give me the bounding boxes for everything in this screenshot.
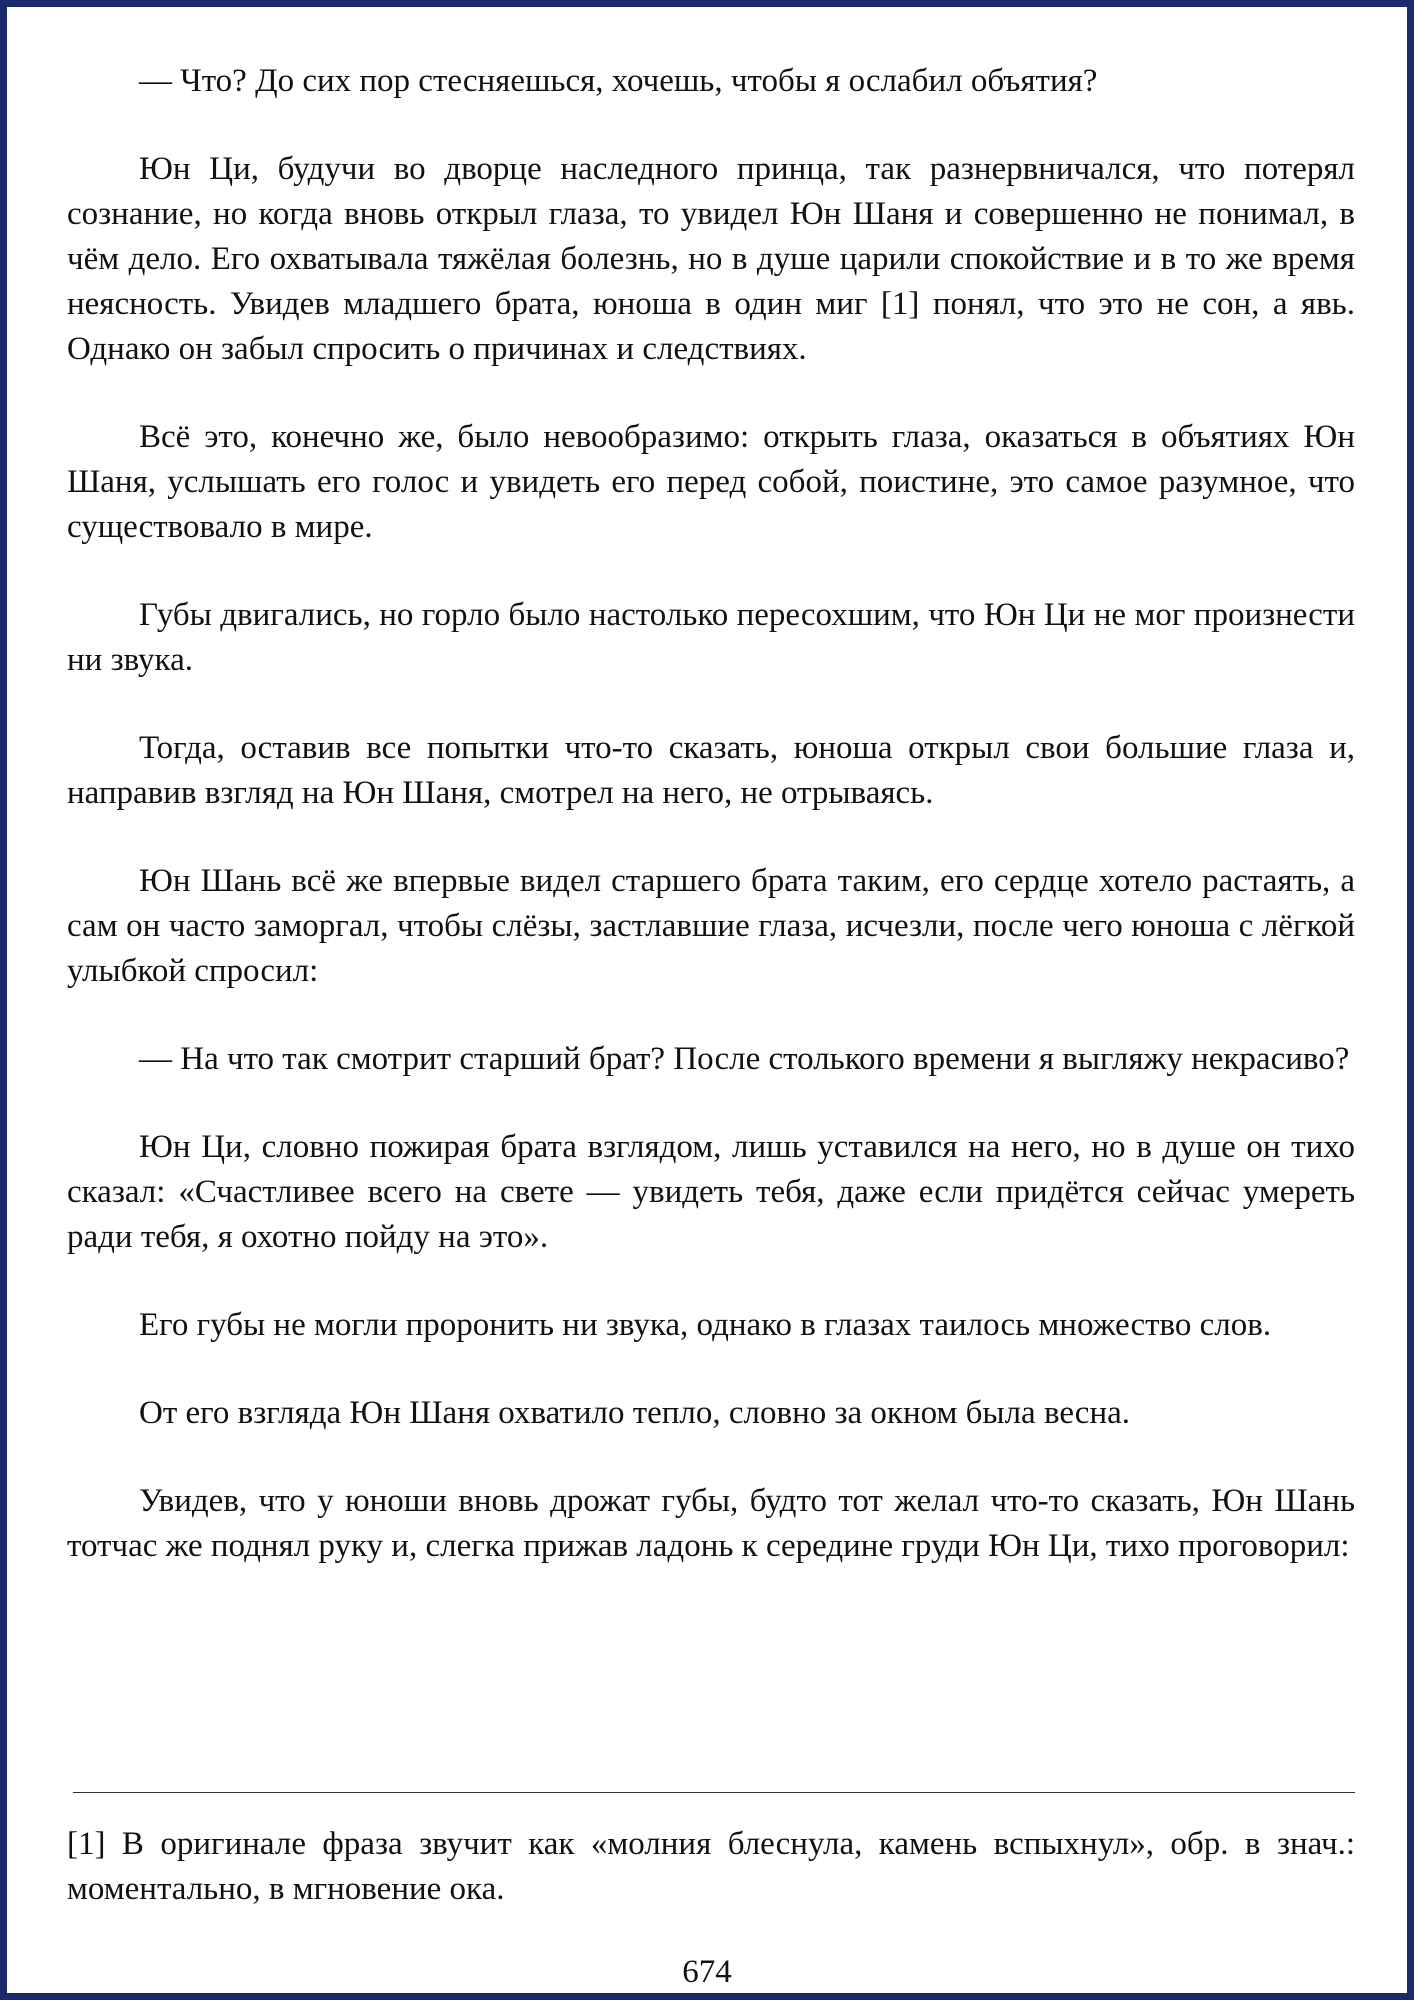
paragraph-3: Всё это, конечно же, было невообразимо: открыть глаза, оказаться в объятиях Юн Шаня, услышать его голос и увидеть его перед собой, поистине, это самое разумное, что существовало в мире. (67, 419, 1355, 545)
paragraph-4: Губы двигались, но горло было настолько пересохшим, что Юн Ци не мог произнести ни звука. (67, 597, 1355, 678)
paragraph-8: Юн Ци, словно пожирая брата взглядом, лишь уставился на него, но в душе он тихо сказал: «Счастливее всего на свете — увидеть тебя, даже если придётся сейчас умереть ради тебя, я охотно пойду на это». (67, 1129, 1355, 1255)
paragraph-11: Увидев, что у юноши вновь дрожат губы, будто тот желал что-то сказать, Юн Шань тотчас же поднял руку и, слегка прижав ладонь к середине груди Юн Ци, тихо проговорил: (67, 1483, 1355, 1564)
paragraph-10: От его взгляда Юн Шаня охватило тепло, словно за окном была весна. (139, 1395, 1131, 1431)
paragraph-6: Юн Шань всё же впервые видел старшего брата таким, его сердце хотело растаять, а сам он часто заморгал, чтобы слёзы, застлавшие глаза, исчезли, после чего юноша с лёгкой улыбкой спросил: (67, 863, 1355, 989)
paragraph-1: — Что? До сих пор стесняешься, хочешь, чтобы я ослабил объятия? (139, 63, 1098, 99)
paragraph-9: Его губы не могли проронить ни звука, однако в глазах таилось множество слов. (139, 1307, 1272, 1343)
footnote-divider (73, 1792, 1355, 1793)
paragraph-5: Тогда, оставив все попытки что-то сказать, юноша открыл свои большие глаза и, направив взгляд на Юн Шаня, смотрел на него, не отрываясь. (67, 730, 1355, 811)
page-number: 674 (682, 1954, 732, 1990)
paragraph-7: — На что так смотрит старший брат? После столького времени я выгляжу некрасиво? (139, 1041, 1350, 1077)
main-text (67, 59, 1355, 1612)
paragraph-2: Юн Ци, будучи во дворце наследного принца, так разнервничался, что потерял сознание, но когда вновь открыл глаза, то увидел Юн Шаня и совершенно не понимал, в чём дело. Его охватывала тяжёлая болезнь, но в душе царили спокойствие и в то же время неясность. Увидев младшего брата, юноша в один миг [1] понял, что это не сон, а явь. Однако он забыл спросить о причинах и следствиях. (67, 151, 1355, 367)
footnote: [1] В оригинале фраза звучит как «молния блеснула, камень вспыхнул», обр. в знач.: моментально, в мгновение ока. (67, 1826, 1355, 1907)
